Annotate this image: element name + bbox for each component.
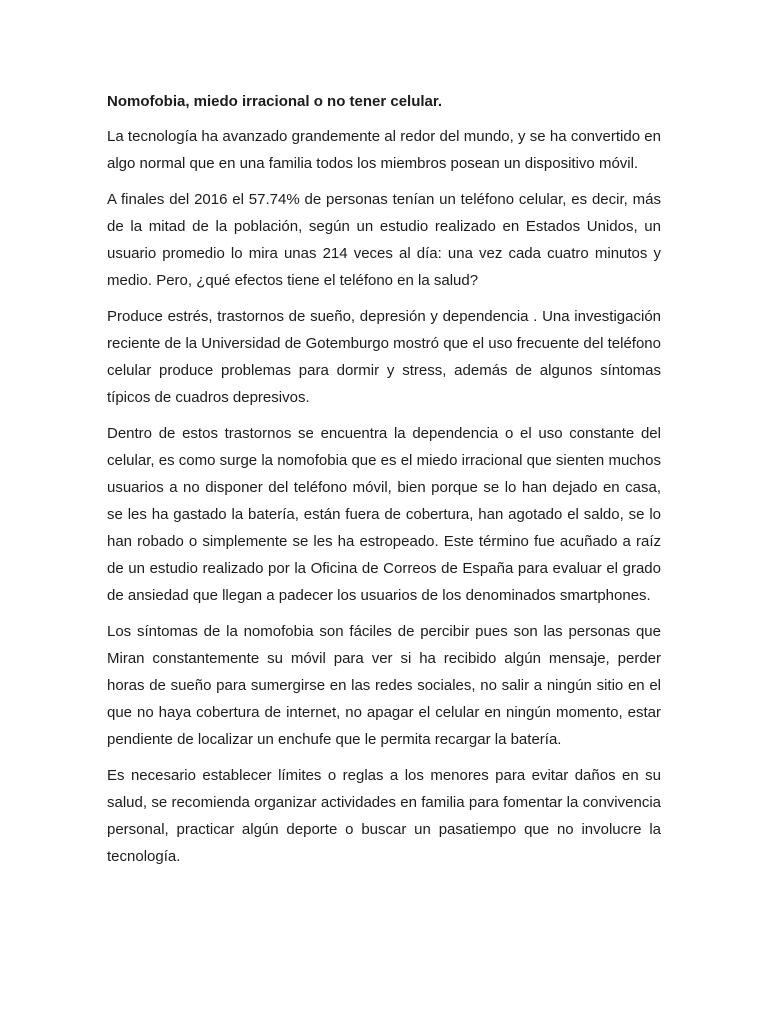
paragraph-symptoms: Los síntomas de la nomofobia son fáciles de percibir pues son las personas que Miran constantemente su móvil para ver si ha recibido algún mensaje, perder horas de sueño para sumergirse en las redes sociales, no salir a ningún sitio en el que no haya cobertura de internet, no apagar el celular en ningún momento, estar pendiente de localizar un enchufe que le permita recargar la batería. [107, 623, 661, 748]
paragraph-effects: Produce estrés, trastornos de sueño, depresión y dependencia . Una investigación reciente de la Universidad de Gotemburgo mostró que el uso frecuente del teléfono celular produce problemas para dormir y stress, además de algunos síntomas típicos de cuadros depresivos. [107, 308, 661, 406]
paragraph-statistics: A finales del 2016 el 57.74% de personas tenían un teléfono celular, es decir, más de la mitad de la población, según un estudio realizado en Estados Unidos, un usuario promedio lo mira unas 214 veces al día: una vez cada cuatro minutos y medio. Pero, ¿qué efectos tiene el teléfono en la salud? [107, 191, 661, 289]
paragraph-nomophobia-definition: Dentro de estos trastornos se encuentra la dependencia o el uso constante del celular, es como surge la nomofobia que es el miedo irracional que sienten muchos usuarios a no disponer del teléfono móvil, bien porque se lo han dejado en casa, se les ha gastado la batería, están fuera de cobertura, han agotado el saldo, se lo han robado o simplemente se les ha estropeado. Este término fue acuñado a raíz de un estudio realizado por la Oficina de Correos de España para evaluar el grado de ansiedad que llegan a padecer los usuarios de los denominados smartphones. [107, 425, 661, 604]
document-title: Nomofobia, miedo irracional o no tener celular. [107, 93, 443, 110]
document-page [107, 88, 661, 879]
paragraph-recommendations: Es necesario establecer límites o reglas a los menores para evitar daños en su salud, se recomienda organizar actividades en familia para fomentar la convivencia personal, practicar algún deporte o buscar un pasatiempo que no involucre la tecnología. [107, 767, 661, 865]
paragraph-intro: La tecnología ha avanzado grandemente al redor del mundo, y se ha convertido en algo normal que en una familia todos los miembros posean un dispositivo móvil. [107, 128, 661, 172]
